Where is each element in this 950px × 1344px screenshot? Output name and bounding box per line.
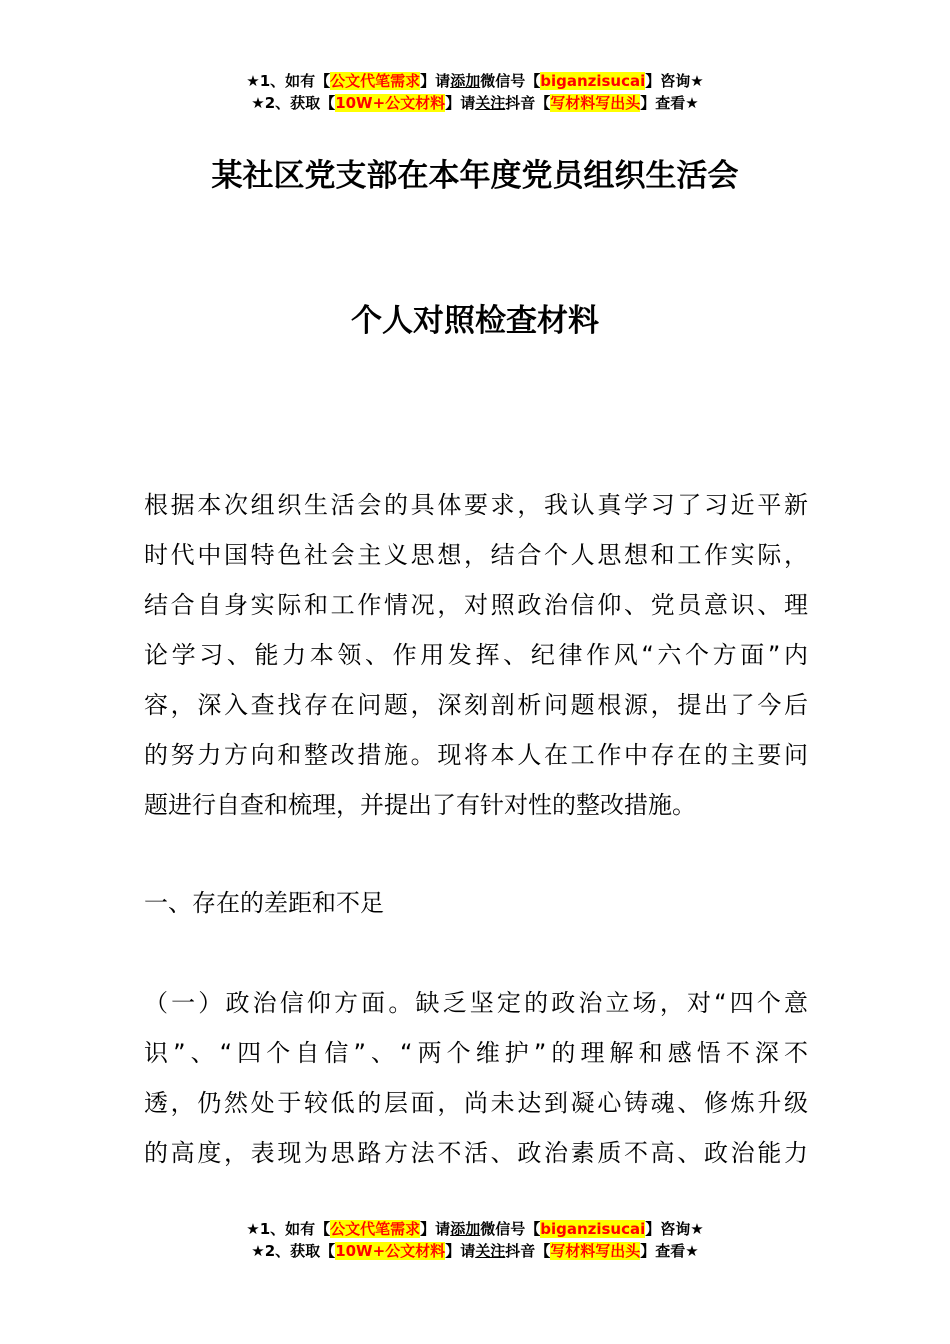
promo-text: 】请 [445, 94, 476, 112]
document-title-line-2: 个人对照检查材料 [351, 303, 599, 339]
promo-text: 】请 [420, 72, 451, 90]
wechat-id-highlight: biganzisucai [540, 1220, 646, 1238]
promo-highlight: 10W+公文材料 [335, 94, 446, 112]
paragraph-line: 结合自身实际和工作情况，对照政治信仰、党员意识、理 [144, 591, 808, 619]
promo-line-1 [0, 1218, 950, 1240]
promo-text: 2、获取【 [264, 1242, 336, 1260]
promo-underlined: 添加 [450, 72, 481, 90]
star-icon: ★ [246, 1220, 260, 1238]
promo-line-2 [0, 92, 950, 114]
document-title-line-1: 某社区党支部在本年度党员组织生活会 [211, 158, 739, 194]
paragraph-line: 的高度，表现为思路方法不活、政治素质不高、政治能力 [144, 1139, 808, 1167]
paragraph-line: 时代中国特色社会主义思想，结合个人思想和工作实际， [144, 541, 808, 569]
paragraph-line: 的努力方向和整改措施。现将本人在工作中存在的主要问 [144, 741, 808, 769]
star-icon: ★ [251, 1242, 265, 1260]
promo-underlined: 添加 [450, 1220, 481, 1238]
intro-paragraph [144, 480, 808, 830]
paragraph-line: 容，深入查找存在问题，深刻剖析问题根源，提出了今后 [144, 691, 808, 719]
section-heading [144, 878, 808, 928]
section-heading-text: 一、存在的差距和不足 [144, 889, 384, 917]
promo-text: 】查看★ [640, 1242, 699, 1260]
promo-line-1 [0, 70, 950, 92]
paragraph-line: 论学习、能力本领、作用发挥、纪律作风“六个方面”内 [144, 641, 808, 669]
promo-text: 微信号【 [480, 1220, 541, 1238]
promo-text: 1、如有【 [259, 1220, 331, 1238]
promo-highlight: 公文代笔需求 [330, 72, 421, 90]
douyin-id-highlight: 写材料写出头 [550, 94, 641, 112]
promo-text: 微信号【 [480, 72, 541, 90]
paragraph-line: 根据本次组织生活会的具体要求，我认真学习了习近平新 [144, 491, 808, 519]
promo-text: 抖音【 [505, 94, 551, 112]
promo-text: 】请 [445, 1242, 476, 1260]
paragraph-line: 透，仍然处于较低的层面，尚未达到凝心铸魂、修炼升级 [144, 1089, 808, 1117]
douyin-id-highlight: 写材料写出头 [550, 1242, 641, 1260]
star-icon: ★ [246, 72, 260, 90]
wechat-id-highlight: biganzisucai [540, 72, 646, 90]
promo-underlined: 关注 [475, 1242, 506, 1260]
promo-text: 2、获取【 [264, 94, 336, 112]
promo-banner-top [0, 70, 950, 114]
paragraph-line: （一）政治信仰方面。缺乏坚定的政治立场，对“四个意 [144, 989, 808, 1017]
promo-line-2 [0, 1240, 950, 1262]
promo-text: 抖音【 [505, 1242, 551, 1260]
section-paragraph [144, 978, 808, 1178]
promo-text: 】咨询★ [645, 72, 704, 90]
paragraph-line: 题进行自查和梳理，并提出了有针对性的整改措施。 [144, 791, 696, 819]
promo-banner-bottom [0, 1218, 950, 1262]
promo-text: 1、如有【 [259, 72, 331, 90]
promo-text: 】请 [420, 1220, 451, 1238]
paragraph-line: 识”、“四个自信”、“两个维护”的理解和感悟不深不 [144, 1039, 808, 1067]
star-icon: ★ [251, 94, 265, 112]
promo-highlight: 公文代笔需求 [330, 1220, 421, 1238]
promo-highlight: 10W+公文材料 [335, 1242, 446, 1260]
promo-text: 】咨询★ [645, 1220, 704, 1238]
promo-text: 】查看★ [640, 94, 699, 112]
promo-underlined: 关注 [475, 94, 506, 112]
